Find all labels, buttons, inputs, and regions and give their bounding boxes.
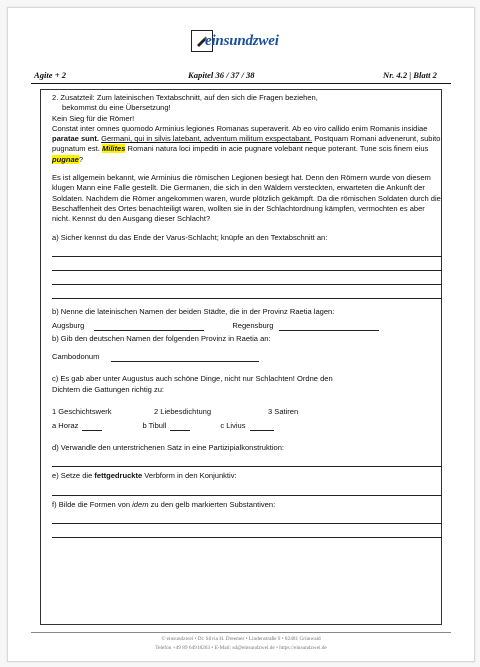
question-e: [52, 471, 442, 481]
question-b: b) Nenne die lateinischen Namen der beiden Städte, die in der Provinz Raetia lagen:: [52, 306, 335, 316]
intro-line-1: 2. Zusatzteil: Zum lateinischen Textabschnitt, auf den sich die Fragen beziehen,: [52, 93, 318, 102]
worksheet-page: [7, 7, 475, 662]
highlight-pugnae: pugnae: [52, 154, 79, 164]
answer-line-a4[interactable]: [52, 285, 442, 299]
header-sheet-number: Nr. 4.2 | Blatt 2: [383, 70, 437, 80]
answer-horaz[interactable]: [82, 421, 102, 431]
city-regensburg: Regensburg: [232, 320, 274, 330]
genre-2: 2 Liebesdichtung: [154, 406, 212, 416]
poet-row: [52, 417, 442, 431]
answer-line-d[interactable]: [52, 453, 442, 467]
genre-1: 1 Geschichtswerk: [52, 406, 112, 416]
answer-line-f1[interactable]: [52, 510, 442, 524]
bold-verb: paratae sunt.: [52, 134, 99, 144]
poet-horaz: a Horaz: [52, 420, 79, 430]
question-e-text-1: e) Setze die: [52, 471, 95, 481]
answer-line-e[interactable]: [52, 482, 442, 496]
logo: [191, 30, 309, 54]
text-title: Kein Sieg für die Römer!: [52, 113, 135, 123]
footer-contact: Telefon +49 89 64918263 • E-Mail: sd@einsundzwei.de • https://einsundzwei.de: [155, 645, 327, 651]
intro-line-2: bekommst du eine Übersetzung!: [62, 103, 171, 113]
question-c-line-2: Dichtern die Gattungen richtig zu:: [52, 384, 165, 394]
city-augsburg: Augsburg: [52, 320, 85, 330]
question-a: a) Sicher kennst du das Ende der Varus-Schlacht; knüpfe an den Textabschnitt an:: [52, 232, 328, 242]
latin-text-4: ?: [78, 154, 84, 164]
poet-livius: c Livius: [220, 420, 246, 430]
highlight-milites: Milites: [101, 144, 126, 154]
genre-row: [52, 403, 442, 417]
question-c-line-1: c) Es gab aber unter Augustus auch schöne Dinge, nicht nur Schlachten! Ordne den: [52, 374, 333, 384]
answer-line-f2[interactable]: [52, 524, 442, 538]
header-rule: [31, 83, 451, 84]
answer-line-a1[interactable]: [52, 243, 442, 257]
header-course: Agite + 2: [34, 70, 67, 80]
province-row: [52, 348, 442, 362]
latin-text-3: Romani natura loci impediti in acie pugnare volebant neque poterant. Tune scis finem eius: [125, 144, 429, 154]
question-f: [52, 500, 442, 510]
answer-livius[interactable]: [250, 421, 274, 431]
province-cambodonum: Cambodonum: [52, 352, 100, 362]
exercise-content: [52, 93, 442, 538]
latin-passage: [52, 124, 442, 165]
question-e-bold: fettgedruckte: [94, 471, 143, 481]
underlined-sentence: Germani, qui in silvis latebant, adventum militum exspectabant.: [101, 134, 313, 144]
answer-cambodonum[interactable]: [111, 352, 259, 362]
answer-line-a2[interactable]: [52, 257, 442, 271]
german-translation: Es ist allgemein bekannt, wie Arminius die römischen Legionen besiegt hat. Denn den Römern wurde von diesem klugen Mann eine Falle gestellt. Die Germanen, die sich in den Wäldern versteckten, erwarteten die Ankunft der Soldaten. Nachdem die Römer angekommen waren, wurde plötzlich gekämpft. Da die römischen Soldaten durch die Beschaffenheit des Ortes benachteiligt waren, wollten sie in der Schlachtordnung kämpfen, vermochten es aber nicht. Kennst du den Ausgang dieser Schlacht?: [52, 173, 441, 224]
genre-3: 3 Satiren: [268, 406, 299, 416]
question-e-text-2: Verbform in den Konjunktiv:: [142, 471, 237, 481]
logo-text: einsundzwei: [205, 33, 279, 49]
answer-line-a3[interactable]: [52, 271, 442, 285]
footer-address: © einsundzwei • Dr. Silvia H. Dreemer • Lindenstraße 9 • 82481 Grünwald: [161, 636, 321, 642]
question-f-italic: idem: [132, 499, 149, 509]
question-d: d) Verwandle den unterstrichenen Satz in eine Partizipialkonstruktion:: [52, 443, 284, 453]
header-chapter: Kapitel 36 / 37 / 38: [188, 70, 255, 80]
answer-tibull[interactable]: [170, 421, 190, 431]
answer-augsburg[interactable]: [94, 321, 204, 331]
city-row: [52, 317, 442, 331]
latin-text-1: Constat inter omnes quomodo Arminius legiones Romanas superaverit. Ab eo viro callido enim Romanis insidiae: [52, 123, 428, 133]
question-b2: b) Gib den deutschen Namen der folgenden Provinz in Raetia an:: [52, 334, 271, 344]
question-f-text-2: zu den gelb markierten Substantiven:: [148, 499, 276, 509]
latin-text-2: Postquam Romani advenerunt, subito pugnatum est.: [52, 134, 441, 154]
answer-regensburg[interactable]: [279, 321, 379, 331]
poet-tibull: b Tibull: [142, 420, 167, 430]
footer-rule: [31, 632, 451, 633]
question-f-text-1: f) Bilde die Formen von: [52, 499, 133, 509]
